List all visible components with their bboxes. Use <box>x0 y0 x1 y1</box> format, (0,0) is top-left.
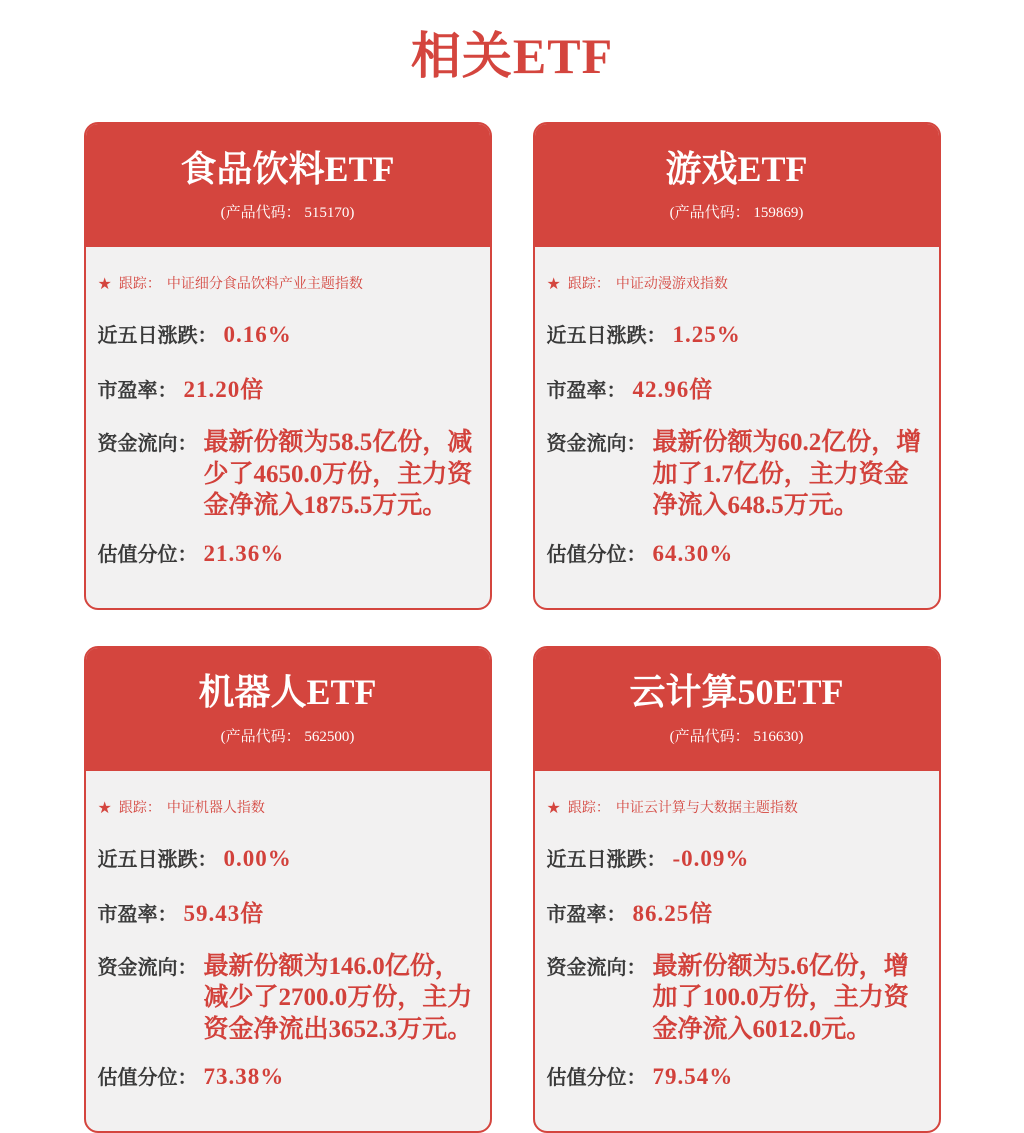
flow-row <box>547 951 923 1046</box>
etf-card-header <box>86 648 490 771</box>
etf-product-code: (产品代码： 515170) <box>221 201 355 222</box>
etf-product-code: (产品代码： 562500) <box>221 725 355 746</box>
track-label: 跟踪： <box>568 797 610 817</box>
valuation-value: 64.30% <box>653 541 734 567</box>
flow-row <box>98 951 474 1046</box>
valuation-row <box>98 1061 474 1090</box>
etf-card-robot <box>84 646 492 1133</box>
flow-row <box>98 427 474 522</box>
track-index-name: 中证云计算与大数据主题指数 <box>616 797 798 817</box>
five-day-row <box>98 319 474 348</box>
etf-card-body <box>535 771 939 1132</box>
etf-card-header <box>535 124 939 247</box>
valuation-value: 73.38% <box>204 1064 285 1090</box>
flow-label: 资金流向： <box>98 427 198 456</box>
five-day-row <box>547 319 923 348</box>
track-row <box>547 797 923 817</box>
etf-name-cn: 机器人 <box>198 671 306 712</box>
pe-value: 59.43倍 <box>184 895 265 928</box>
flow-label: 资金流向： <box>547 427 647 456</box>
etf-name <box>198 672 376 713</box>
etf-name-cn: 云计算 <box>629 671 737 712</box>
track-index-name: 中证机器人指数 <box>167 797 265 817</box>
track-row <box>98 797 474 817</box>
valuation-label: 估值分位： <box>98 1061 198 1090</box>
pe-value: 21.20倍 <box>184 371 265 404</box>
pe-value: 86.25倍 <box>633 895 714 928</box>
track-label: 跟踪： <box>119 797 161 817</box>
five-day-row <box>547 843 923 872</box>
five-day-row <box>98 843 474 872</box>
etf-card-cloud-computing <box>533 646 941 1133</box>
track-index-name: 中证细分食品饮料产业主题指数 <box>167 273 363 293</box>
valuation-value: 21.36% <box>204 541 285 567</box>
star-icon: ★ <box>547 274 561 294</box>
five-day-value: 0.00% <box>224 846 292 872</box>
etf-card-game <box>533 122 941 610</box>
pe-label: 市盈率： <box>98 898 178 927</box>
five-day-value: -0.09% <box>673 846 750 872</box>
star-icon: ★ <box>98 798 112 818</box>
page-title-cn: 相关 <box>411 28 513 84</box>
pe-row <box>98 371 474 404</box>
five-day-value: 0.16% <box>224 322 292 348</box>
etf-name-cn: 食品饮料 <box>180 148 324 189</box>
pe-row <box>547 371 923 404</box>
valuation-row <box>547 1061 923 1090</box>
etf-name <box>665 149 807 190</box>
flow-value: 最新份额为58.5亿份，减少了4650.0万份，主力资金净流入1875.5万元。 <box>204 427 474 522</box>
etf-name-en: ETF <box>307 672 377 712</box>
five-day-label: 近五日涨跌： <box>98 319 218 348</box>
page-title-en: ETF <box>513 28 613 84</box>
valuation-row <box>98 538 474 567</box>
etf-name-en: ETF <box>325 149 395 189</box>
track-row <box>547 273 923 293</box>
flow-label: 资金流向： <box>98 951 198 980</box>
track-row <box>98 273 474 293</box>
etf-card-header <box>535 648 939 771</box>
pe-row <box>547 895 923 928</box>
pe-label: 市盈率： <box>547 898 627 927</box>
etf-product-code: (产品代码： 159869) <box>670 201 804 222</box>
valuation-label: 估值分位： <box>98 538 198 567</box>
star-icon: ★ <box>98 274 112 294</box>
etf-product-code: (产品代码： 516630) <box>670 725 804 746</box>
five-day-label: 近五日涨跌： <box>98 843 218 872</box>
pe-label: 市盈率： <box>547 374 627 403</box>
etf-card-body <box>86 247 490 608</box>
flow-value: 最新份额为146.0亿份，减少了2700.0万份，主力资金净流出3652.3万元。 <box>204 951 474 1046</box>
star-icon: ★ <box>547 798 561 818</box>
page-title <box>0 16 1024 88</box>
etf-name-en: 50ETF <box>738 672 844 712</box>
etf-card-food-beverage <box>84 122 492 610</box>
etf-name <box>180 149 394 190</box>
track-label: 跟踪： <box>119 273 161 293</box>
track-index-name: 中证动漫游戏指数 <box>616 273 728 293</box>
flow-value: 最新份额为5.6亿份，增加了100.0万份，主力资金净流入6012.0元。 <box>653 951 923 1046</box>
etf-name-en: ETF <box>738 149 808 189</box>
etf-name <box>629 672 843 713</box>
pe-label: 市盈率： <box>98 374 178 403</box>
pe-value: 42.96倍 <box>633 371 714 404</box>
flow-value: 最新份额为60.2亿份，增加了1.7亿份，主力资金净流入648.5万元。 <box>653 427 923 522</box>
etf-card-body <box>86 771 490 1132</box>
valuation-row <box>547 538 923 567</box>
five-day-label: 近五日涨跌： <box>547 843 667 872</box>
five-day-label: 近五日涨跌： <box>547 319 667 348</box>
valuation-label: 估值分位： <box>547 1061 647 1090</box>
five-day-value: 1.25% <box>673 322 741 348</box>
etf-name-cn: 游戏 <box>665 148 737 189</box>
valuation-label: 估值分位： <box>547 538 647 567</box>
flow-row <box>547 427 923 522</box>
pe-row <box>98 895 474 928</box>
flow-label: 资金流向： <box>547 951 647 980</box>
valuation-value: 79.54% <box>653 1064 734 1090</box>
etf-card-body <box>535 247 939 608</box>
track-label: 跟踪： <box>568 273 610 293</box>
etf-card-header <box>86 124 490 247</box>
etf-card-grid <box>84 122 941 1133</box>
